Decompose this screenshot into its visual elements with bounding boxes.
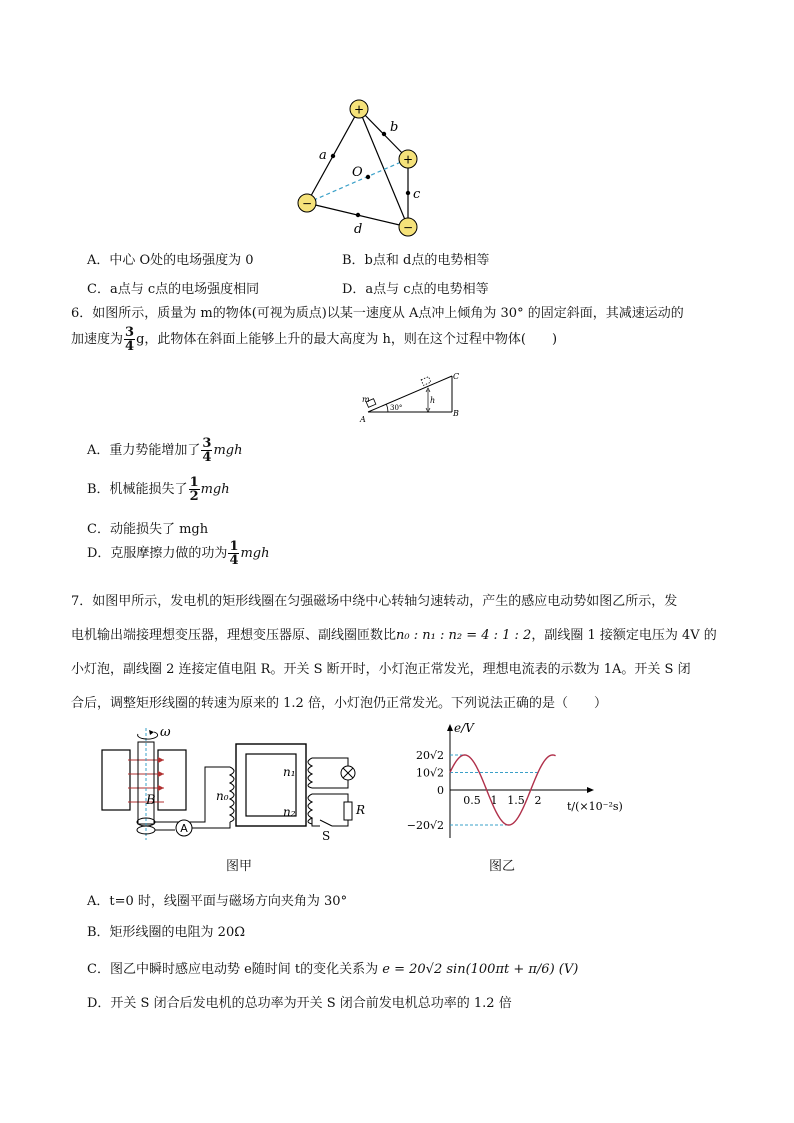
label-C: C [453,372,460,381]
q7-stem-line4: 合后，调整矩形线圈的转速为原来的 1.2 倍，小灯泡仍正常发光。下列说法正确的是（ ） [71,696,607,711]
point-b-dot [382,132,386,136]
label-o: O [352,165,363,180]
q6-option-d: D．克服摩擦力做的功为 $\frac{1}{4}$ mgh [87,539,270,568]
block-top-dashed [421,377,431,386]
q6-option-c: C．动能损失了 mgh [87,522,209,537]
label-a: a [319,148,327,163]
q7-stem-line3: 小灯泡，副线圈 2 连接定值电阻 R。开关 S 断开时，小灯泡正常发光，理想电流表的示数为 1A。开关 S 闭 [71,662,691,677]
y-tick-label: 20√2 [415,749,444,762]
q7-circuit-figure [100,722,370,842]
y-tick-label: −20√2 [406,819,444,832]
label-B: B [453,409,459,418]
label-m: m [362,395,370,404]
point-d-dot [356,213,360,217]
q7-option-d: D．开关 S 闭合后发电机的总功率为开关 S 闭合前发电机总功率的 1.2 倍 [87,996,512,1011]
label-n0: n₀ [216,789,229,803]
q6-stem-line1: 6．如图所示，质量为 m的物体(可视为质点)以某一速度从 A点冲上倾角为 30° 的固定斜面，其减速运动的 [71,306,684,321]
q6-stem-line2-post: g，此物体在斜面上能够上升的最大高度为 h，则在这个过程中物体( ) [136,332,558,347]
charge-minus-1: − [301,196,313,211]
switch-S [320,820,332,826]
label-d: d [354,222,363,237]
y-axis-label: e/V [454,721,474,735]
label-S: S [322,829,331,843]
label-n2: n₂ [283,805,296,819]
point-o-dot [366,175,370,179]
q5-option-b: B．b点和 d点的电势相等 [342,253,490,268]
x-axis-label: t/(×10⁻²s) [567,800,623,813]
q7-stem-line1: 7．如图甲所示，发电机的矩形线圈在匀强磁场中绕中心转轴匀速转动，产生的感应电动势如图乙所示，发 [71,594,678,609]
q5-triangle-figure [290,95,430,240]
q7-option-a: A．t=0 时，线圈平面与磁场方向夹角为 30° [87,894,348,909]
label-n1: n₁ [283,765,296,779]
q7-stem-line2: 电机输出端接理想变压器，理想变压器原、副线圈匝数比n₀ : n₁ : n₂ = 4 : 1 : 2，副线圈 1 接额定电压为 4V 的 [71,628,717,643]
y-axis-arrow [447,724,453,731]
q6-option-b: B．机械能损失了 $\frac{1}{2}$ mgh [87,475,230,504]
q6-stem-line2 [71,326,557,353]
resistor-R [344,802,352,820]
q7-option-c-formula: e = 20√2 sin(100πt + π/6) (V) [382,962,579,977]
x-axis-arrow [587,787,594,793]
q7-option-b: B．矩形线圈的电阻为 20Ω [87,925,246,940]
point-c-dot [406,191,410,195]
x-tick-label: 1 [490,794,498,807]
q6-accel-fraction: $\frac{3}{4}$ [125,325,135,354]
q7-caption-yi: 图乙 [489,859,516,874]
charge-plus-2: + [402,152,414,167]
label-omega: ω [160,725,171,740]
ammeter-label: A [180,822,188,835]
x-tick-label: 2 [534,794,542,807]
label-A: A [360,415,366,424]
label-c: c [413,187,421,202]
charge-plus-1: + [353,102,365,117]
q6-option-a: A．重力势能增加了 $\frac{3}{4}$ mgh [87,436,243,465]
q5-option-c: C．a点与 c点的电场强度相同 [87,282,260,297]
label-b: b [390,120,399,135]
x-tick-label: 1.5 [507,794,525,807]
q6-incline-figure [360,368,470,428]
label-h: h [430,396,436,405]
q7-option-c: C．图乙中瞬时感应电动势 e随时间 t的变化关系为 e = 20√2 sin(100πt + π/6) (V) [87,962,579,977]
q5-option-d: D．a点与 c点的电势相等 [342,282,489,297]
y-tick-label: 0 [437,784,444,797]
q6-stem-line2-pre: 加速度为 [71,332,124,347]
label-R: R [356,803,366,817]
y-tick-label: 10√2 [415,766,444,780]
x-tick-label: 0.5 [463,794,481,807]
point-a-dot [331,154,335,158]
label-B-field: B [146,793,156,808]
q7-caption-jia: 图甲 [226,859,253,874]
q5-option-a: A．中心 O处的电场强度为 0 [87,253,254,268]
charge-minus-2: − [402,220,414,235]
label-angle: 30° [390,404,403,412]
q7-emf-graph [395,720,630,840]
